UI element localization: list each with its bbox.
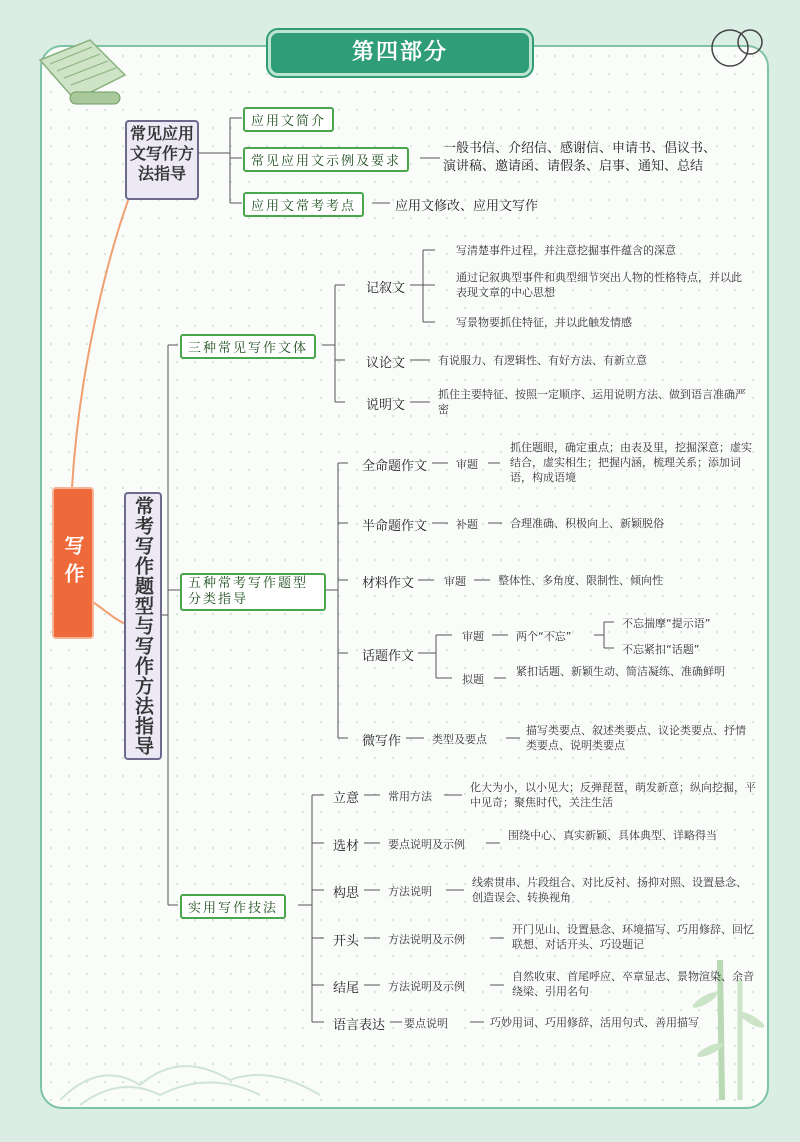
topic-step: 审题 [462, 630, 484, 643]
argumentative-detail: 有说服力、有逻辑性、有好方法、有新立意 [438, 354, 647, 367]
narrative-point-2: 通过记叙典型事件和典型细节突出人物的性格特点，并以此表现文章的中心思想 [456, 271, 742, 299]
genre-narrative: 记叙文 [366, 281, 406, 296]
section1-item-intro: 应用文简介 [243, 107, 334, 132]
section1-examples-detail: 一般书信、介绍信、感谢信、申请书、倡议书、演讲稿、邀请函、请假条、启事、通知、总结 [443, 141, 717, 174]
genre-argumentative: 议论文 [366, 356, 406, 371]
skill-material-detail: 围绕中心、真实新颖、具体典型、详略得当 [508, 829, 717, 842]
type-material: 材料作文 [362, 576, 415, 591]
skill-material-step: 要点说明及示例 [388, 838, 465, 851]
skill-structure-step: 方法说明 [388, 885, 432, 898]
type-micro: 微写作 [362, 734, 402, 749]
topic-step2: 拟题 [462, 673, 484, 686]
page-title: 第四部分 [268, 30, 532, 76]
genre-expository: 说明文 [366, 398, 406, 413]
narrative-point-3: 写景物要抓住特征，并以此触发情感 [456, 316, 632, 329]
skill-language: 语言表达 [333, 1018, 386, 1033]
section1-item-examples: 常见应用文示例及要求 [243, 147, 409, 172]
skill-intent-step: 常用方法 [388, 790, 432, 803]
topic-step2-detail: 紧扣话题、新颖生动、简洁凝练、准确鲜明 [516, 665, 725, 678]
topic-sub-2: 不忘紧扣“话题” [622, 643, 700, 656]
skill-structure: 构思 [333, 886, 360, 901]
skill-structure-detail: 线索贯串、片段组合、对比反衬、扬抑对照、设置悬念、创造误会、转换视角 [472, 876, 747, 904]
section1-title: 常见应用文写作方法指导 [125, 120, 199, 200]
skill-language-step: 要点说明 [404, 1017, 448, 1030]
skill-intent-detail: 化大为小，以小见大；反弹琵琶，萌发新意；纵向挖掘，平中见奇；聚焦时代，关注生活 [470, 781, 756, 809]
section2-title: 常考写作题型与写作方法指导 [124, 492, 162, 760]
expository-detail: 抓住主要特征、按照一定顺序、运用说明方法、做到语言准确严密 [438, 388, 746, 416]
micro-step: 类型及要点 [432, 733, 487, 746]
half-title-detail: 合理准确、积极向上、新颖脱俗 [510, 517, 664, 530]
section1-keypoints-detail: 应用文修改、应用文写作 [395, 199, 539, 214]
narrative-point-1: 写清楚事件过程，并注意挖掘事件蕴含的深意 [456, 244, 676, 257]
skill-opening-step: 方法说明及示例 [388, 933, 465, 946]
skill-ending: 结尾 [333, 981, 360, 996]
types-label [180, 573, 326, 611]
skill-ending-detail: 自然收束、首尾呼应、卒章显志、景物渲染、余音绕梁、引用名句 [512, 970, 754, 998]
skill-ending-step: 方法说明及示例 [388, 980, 465, 993]
section1-item-keypoints: 应用文常考考点 [243, 192, 364, 217]
skill-intent: 立意 [333, 791, 360, 806]
genres-label: 三种常见写作文体 [180, 334, 316, 359]
full-title-detail: 抓住题眼，确定重点；由表及里，挖掘深意；虚实结合，虚实相生；把握内涵，梳理关系；添加词语，构成语境 [510, 441, 752, 484]
topic-step-detail: 两个“不忘” [516, 630, 572, 643]
material-step: 审题 [444, 575, 466, 588]
micro-detail: 描写类要点、叙述类要点、议论类要点、抒情类要点、说明类要点 [526, 724, 746, 752]
type-full-title: 全命题作文 [362, 459, 428, 474]
type-topic: 话题作文 [362, 649, 415, 664]
material-detail: 整体性、多角度、限制性、倾向性 [498, 574, 663, 587]
skills-label: 实用写作技法 [180, 894, 286, 919]
root-node-writing: 写作 [52, 487, 94, 639]
skill-material: 选材 [333, 839, 360, 854]
skill-opening: 开头 [333, 934, 360, 949]
types-label-text: 五种常考写作题型分类指导 [188, 576, 309, 607]
half-title-step: 补题 [456, 518, 478, 531]
topic-sub-1: 不忘揣摩“提示语” [622, 617, 711, 630]
skill-opening-detail: 开门见山、设置悬念、环境描写、巧用修辞、回忆联想、对话开头、巧设题记 [512, 923, 754, 951]
full-title-step: 审题 [456, 458, 478, 471]
skill-language-detail: 巧妙用词、巧用修辞、活用句式、善用描写 [490, 1016, 699, 1029]
type-half-title: 半命题作文 [362, 519, 428, 534]
